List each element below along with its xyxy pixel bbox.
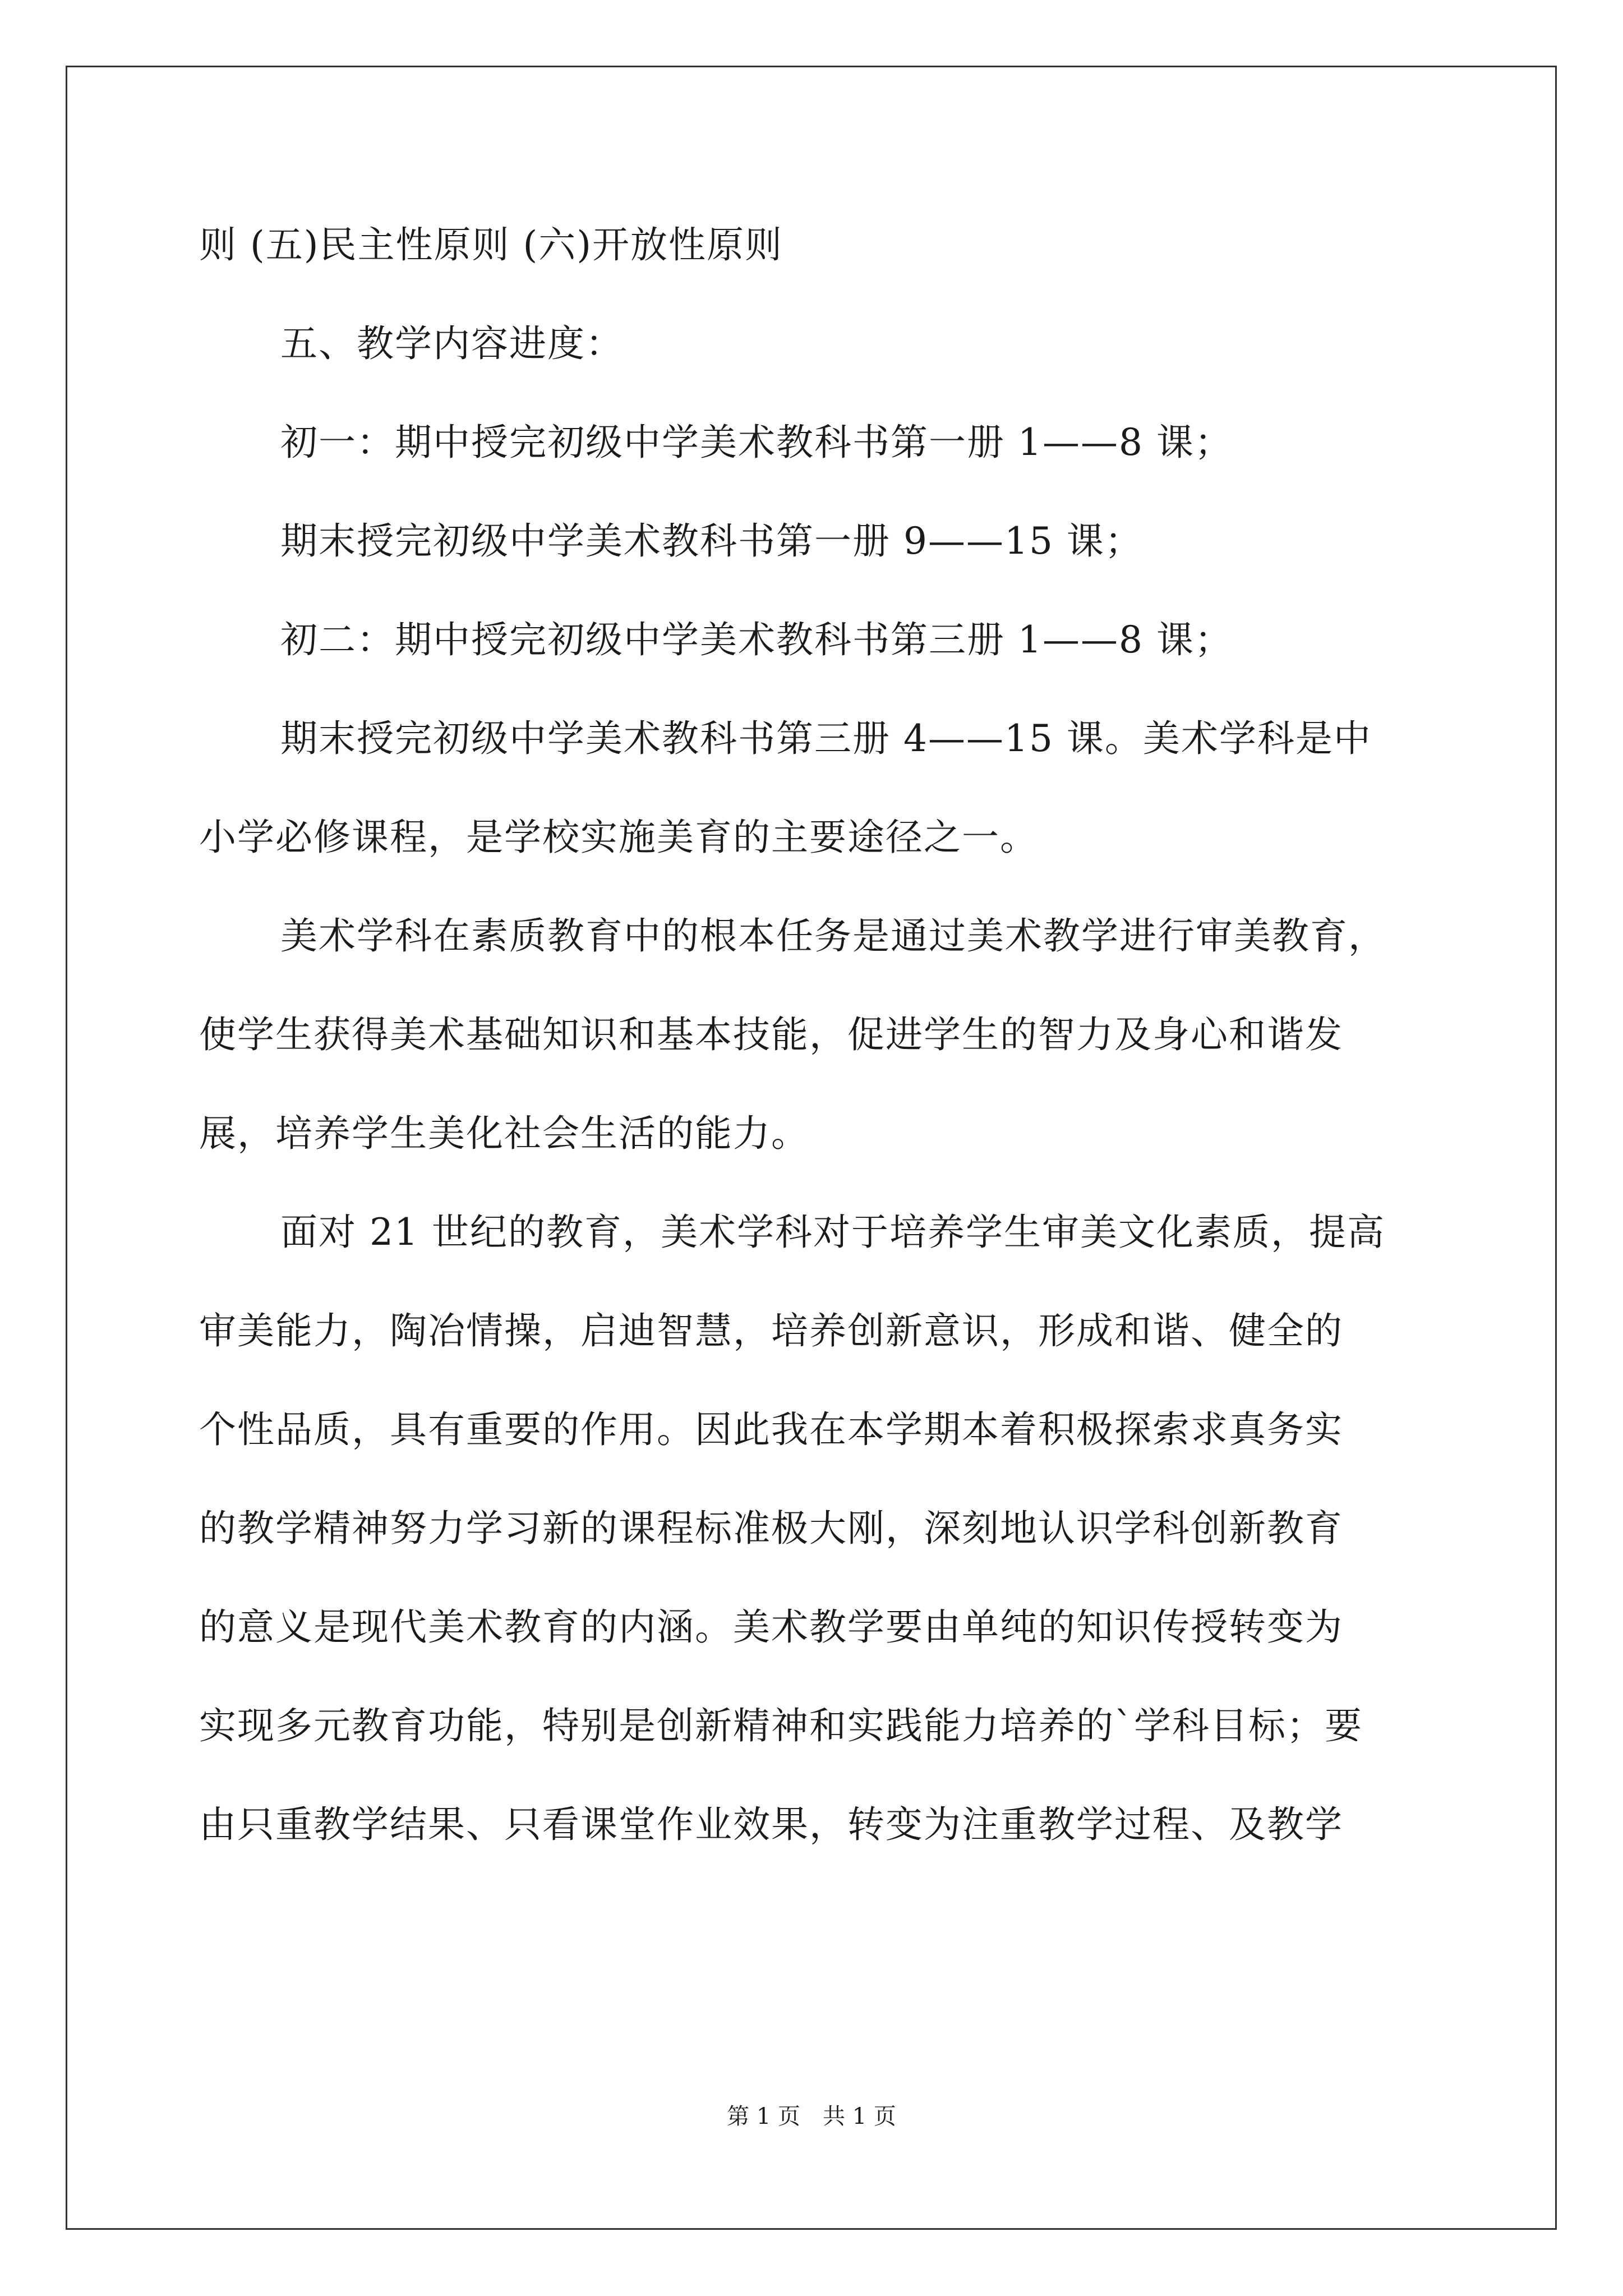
text-line-6: 期末授完初级中学美术教科书第三册 4——15 课。美术学科是中 — [280, 717, 1372, 760]
text-line-9: 使学生获得美术基础知识和基本技能，促进学生的智力及身心和谐发 — [199, 1013, 1343, 1056]
text-line-10: 展，培养学生美化社会生活的能力。 — [199, 1112, 809, 1155]
text-line-12: 审美能力，陶冶情操，启迪智慧，培养创新意识，形成和谐、健全的 — [199, 1309, 1343, 1352]
text-line-5: 初二：期中授完初级中学美术教科书第三册 1——8 课； — [280, 618, 1233, 661]
section-heading: 五、教学内容进度： — [280, 322, 624, 365]
text-line-3: 初一：期中授完初级中学美术教科书第一册 1——8 课； — [280, 421, 1233, 464]
text-line-4: 期末授完初级中学美术教科书第一册 9——15 课； — [280, 519, 1143, 563]
page-number-footer: 第 1 页 共 1 页 — [727, 2104, 896, 2129]
text-line-1: 则 (五)民主性原则 (六)开放性原则 — [199, 223, 783, 266]
text-line-13: 个性品质，具有重要的作用。因此我在本学期本着积极探索求真务实 — [199, 1408, 1343, 1451]
text-line-8: 美术学科在素质教育中的根本任务是通过美术教学进行审美教育， — [280, 914, 1386, 958]
text-line-14: 的教学精神努力学习新的课程标准极大刚，深刻地认识学科创新教育 — [199, 1507, 1343, 1550]
text-line-16: 实现多元教育功能，特别是创新精神和实践能力培养的`学科目标；要 — [199, 1704, 1363, 1747]
text-line-17: 由只重教学结果、只看课堂作业效果，转变为注重教学过程、及教学 — [199, 1803, 1343, 1846]
text-line-7: 小学必修课程，是学校实施美育的主要途径之一。 — [199, 816, 1038, 859]
text-line-15: 的意义是现代美术教育的内涵。美术教学要由单纯的知识传授转变为 — [199, 1605, 1343, 1649]
text-line-11: 面对 21 世纪的教育，美术学科对于培养学生审美文化素质，提高 — [280, 1211, 1385, 1254]
